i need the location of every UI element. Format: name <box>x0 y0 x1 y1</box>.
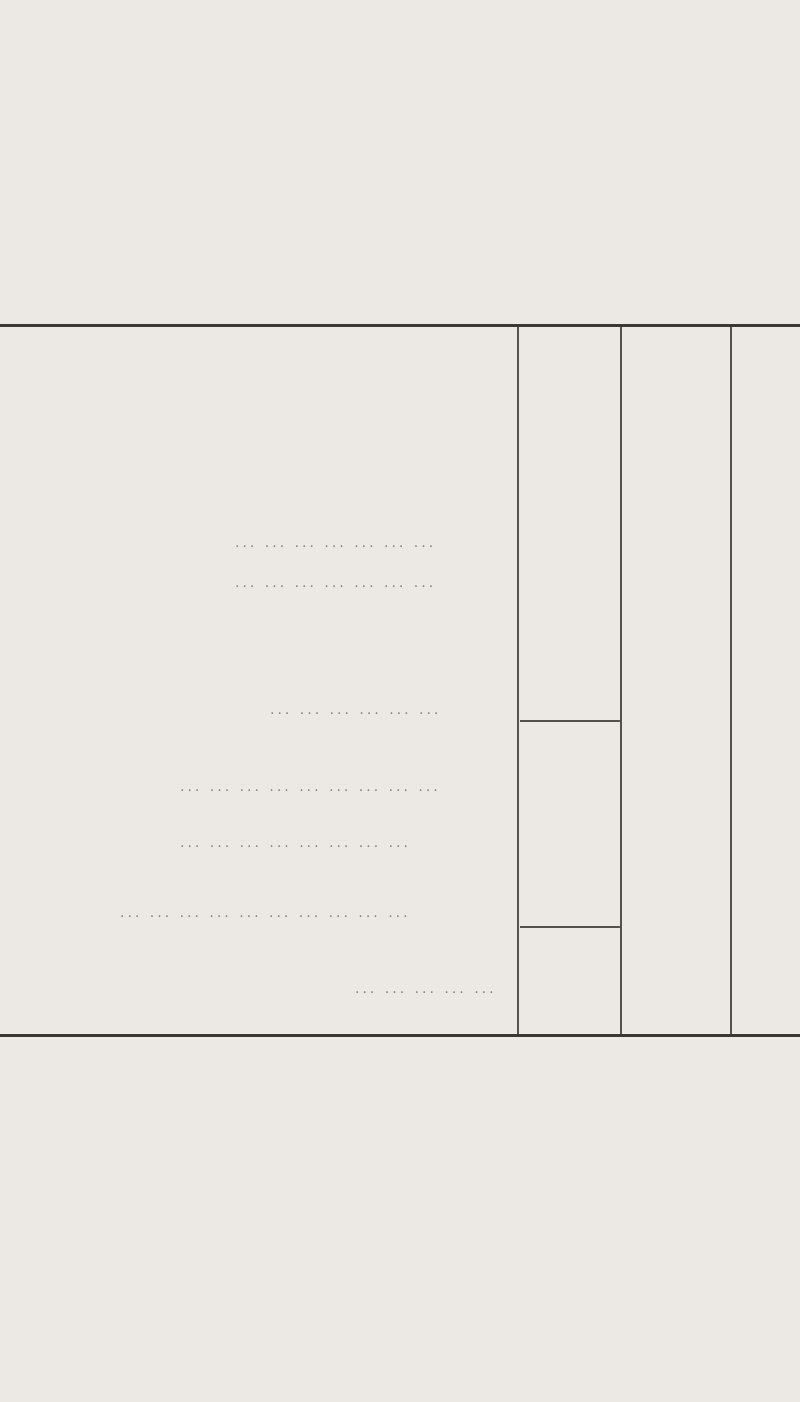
bottom-rule <box>0 1034 800 1037</box>
top-rule <box>0 324 800 327</box>
leader-dots: ... ... ... ... ... ... <box>270 702 442 718</box>
subtotal-rule <box>520 720 620 722</box>
column-divider <box>620 327 622 1034</box>
leader-dots: ... ... ... ... ... ... ... ... ... <box>180 779 441 795</box>
leader-dots: ... ... ... ... ... <box>355 981 497 997</box>
column-divider <box>730 327 732 1034</box>
column-divider <box>517 327 519 1034</box>
leader-dots: ... ... ... ... ... ... ... ... ... ... <box>120 905 411 921</box>
leader-dots: ... ... ... ... ... ... ... <box>235 535 437 551</box>
leader-dots: ... ... ... ... ... ... ... ... <box>180 835 411 851</box>
subtotal-rule <box>520 926 620 928</box>
leader-dots: ... ... ... ... ... ... ... <box>235 575 437 591</box>
